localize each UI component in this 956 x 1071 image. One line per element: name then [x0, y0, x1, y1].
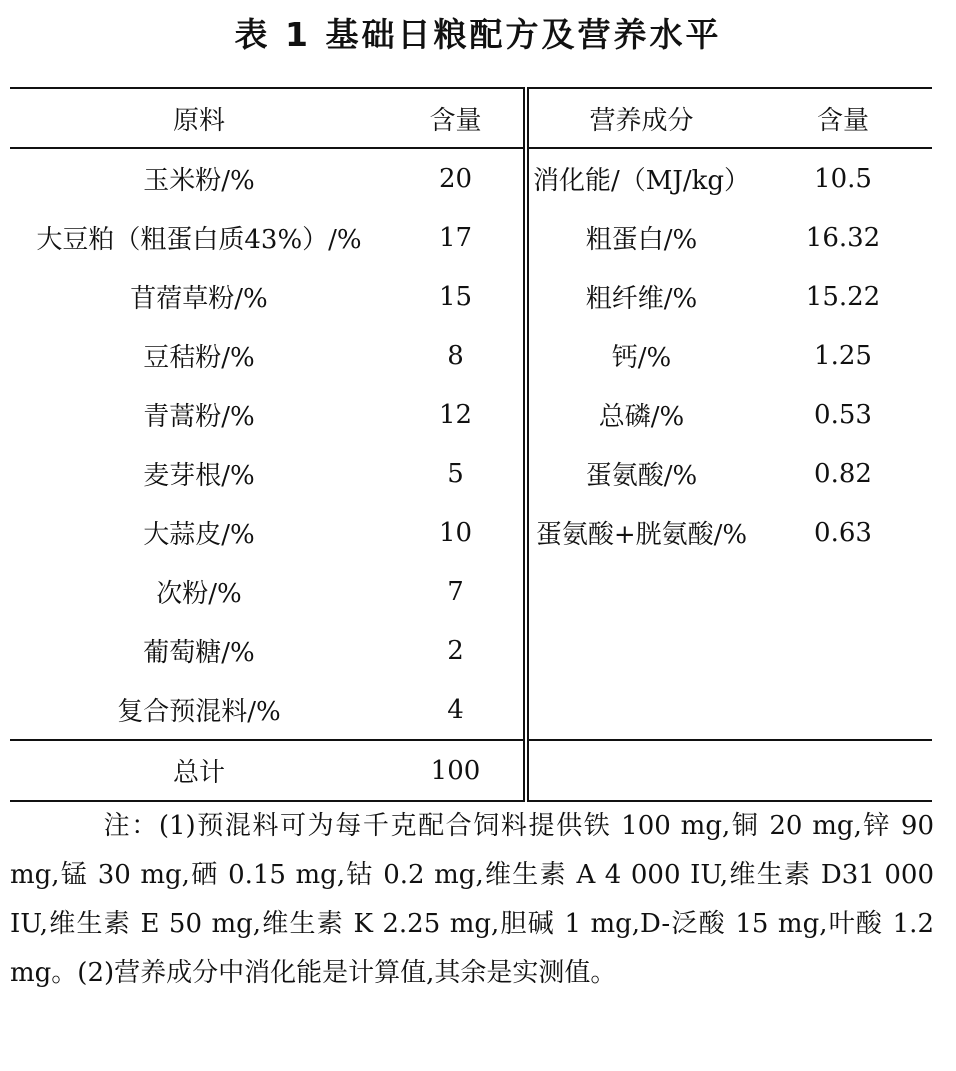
table-row [10, 385, 932, 444]
cell-ingredient-content: 10 [388, 503, 526, 562]
header-nutrient-content: 含量 [754, 88, 932, 148]
table-row [10, 503, 932, 562]
cell-nutrient-content: 1.25 [814, 340, 872, 371]
table-row [10, 326, 932, 385]
cell-nutrient: 钙/% [611, 343, 672, 373]
cell-nutrient-content: 0.63 [814, 517, 872, 548]
cell-nutrient-content [754, 680, 932, 740]
cell-ingredient-content: 17 [388, 208, 526, 267]
cell-nutrient: 总磷/% [598, 402, 685, 432]
cell-ingredient: 次粉/% [156, 579, 242, 609]
table-row [10, 562, 932, 621]
cell-nutrient-content [754, 740, 932, 801]
table-row [10, 148, 932, 208]
cell-ingredient-content: 4 [388, 680, 526, 740]
table-header-row [10, 88, 932, 148]
cell-nutrient [526, 680, 754, 740]
table-row [10, 444, 932, 503]
cell-nutrient-content [754, 562, 932, 621]
header-ingredient-content: 含量 [388, 88, 526, 148]
cell-ingredient: 麦芽根/% [143, 461, 255, 491]
header-ingredient: 原料 [10, 88, 388, 148]
table-note [10, 802, 934, 998]
table-row [10, 208, 932, 267]
cell-nutrient-content: 10.5 [814, 163, 872, 194]
cell-ingredient: 玉米粉/% [143, 166, 255, 196]
header-nutrient: 营养成分 [526, 88, 754, 148]
cell-ingredient: 大蒜皮/% [143, 520, 255, 550]
cell-ingredient-content: 15 [388, 267, 526, 326]
cell-nutrient: 消化能/（MJ/kg） [533, 166, 750, 196]
cell-ingredient: 豆秸粉/% [143, 343, 255, 373]
cell-nutrient-content: 15.22 [805, 281, 881, 312]
cell-nutrient [526, 740, 754, 801]
table-row [10, 680, 932, 740]
cell-ingredient: 青蒿粉/% [143, 402, 255, 432]
cell-ingredient-content: 8 [388, 326, 526, 385]
cell-ingredient-content: 12 [388, 385, 526, 444]
cell-ingredient: 苜蓿草粉/% [130, 284, 268, 314]
cell-nutrient: 粗纤维/% [585, 284, 698, 314]
table-row [10, 621, 932, 680]
cell-nutrient-content: 16.32 [805, 222, 881, 253]
cell-ingredient-content: 100 [388, 740, 526, 801]
note-text: 注：(1)预混料可为每千克配合饲料提供铁 100 mg,铜 20 mg,锌 90 mg,锰 30 mg,硒 0.15 mg,钴 0.2 mg,维生素 A 4 000 IU,维生素 D31 000 IU,维生素 E 50 mg,维生素 K 2.25 mg,胆碱 1 mg,D-泛酸 15 mg,叶酸 1.2 mg。(2)营养成分中消化能是计算值,其余是实测值。 [10, 811, 934, 988]
cell-ingredient-content: 7 [388, 562, 526, 621]
cell-ingredient: 复合预混料/% [117, 697, 281, 727]
cell-nutrient-content [754, 621, 932, 680]
cell-nutrient [526, 621, 754, 680]
cell-ingredient: 大豆粕（粗蛋白质43%）/% [36, 225, 362, 255]
cell-ingredient-content: 2 [388, 621, 526, 680]
table-title: 表 1 基础日粮配方及营养水平 [234, 15, 722, 54]
cell-nutrient: 蛋氨酸/% [585, 461, 698, 491]
cell-nutrient: 粗蛋白/% [585, 225, 698, 255]
table-body [10, 148, 932, 801]
cell-nutrient [526, 562, 754, 621]
cell-nutrient-content: 0.82 [814, 458, 872, 489]
diet-table [10, 87, 932, 802]
cell-ingredient: 总计 [10, 740, 388, 801]
cell-ingredient-content: 5 [388, 444, 526, 503]
table-row [10, 267, 932, 326]
cell-ingredient-content: 20 [388, 148, 526, 208]
cell-nutrient: 蛋氨酸+胱氨酸/% [535, 520, 748, 550]
cell-ingredient: 葡萄糖/% [143, 638, 255, 668]
table-total-row [10, 740, 932, 801]
diet-table-container [10, 87, 932, 802]
cell-nutrient-content: 0.53 [814, 399, 872, 430]
